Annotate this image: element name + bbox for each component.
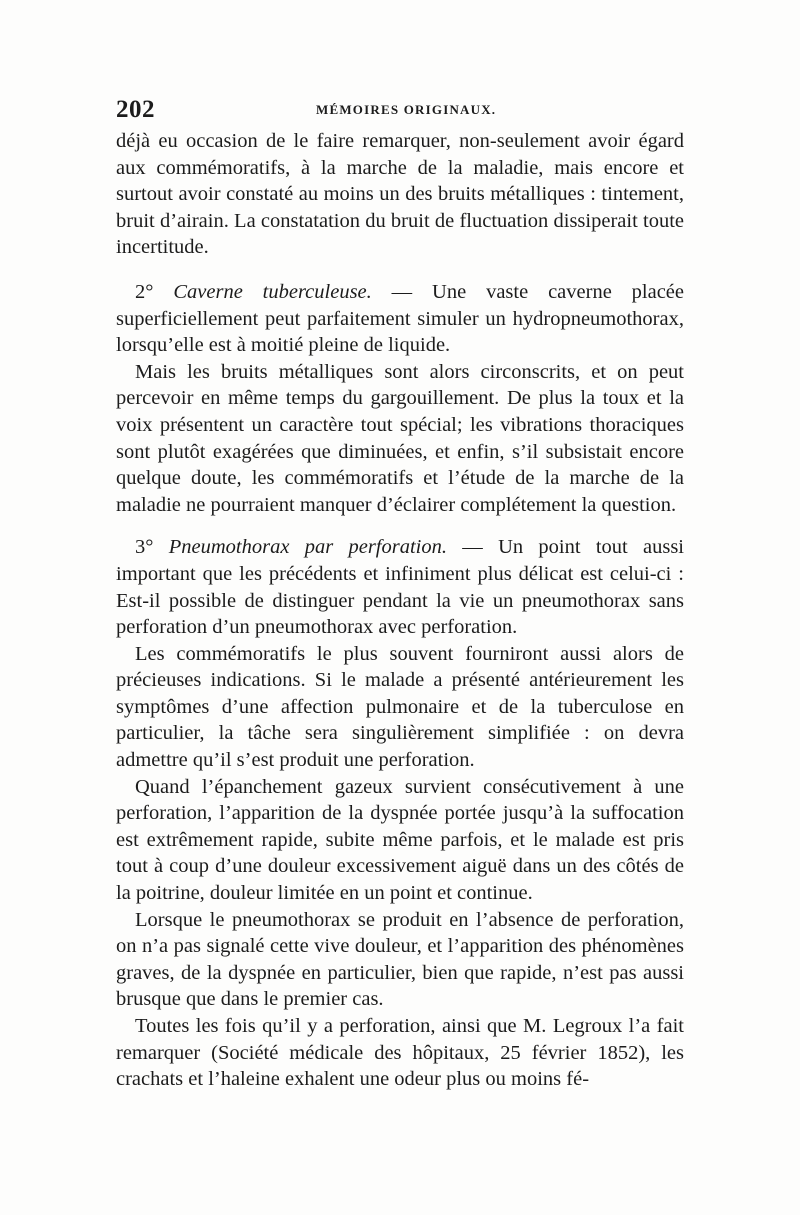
paragraph: Toutes les fois qu’il y a perforation, ainsi que M. Legroux l’a fait remarquer (Société médicale des hôpitaux, 25 février 1852), les crachats et l’haleine exhalent une odeur plus ou moins fé- — [116, 1015, 684, 1091]
section-text: — Un point tout aussi important que les précédents et infiniment plus délicat est celui-ci : Est-il possible de distinguer pendant la vie un pneumothorax sans perforation d’un pneumothorax avec perforation. — [116, 536, 684, 639]
section-caverne-tuberculeuse — [116, 279, 684, 359]
section-title: Pneumothorax par perforation. — [168, 536, 447, 559]
paragraph: Lorsque le pneumothorax se produit en l’absence de perforation, on n’a pas signalé cette vive douleur, et l’apparition des phénomènes graves, de la dyspnée en particulier, bien que rapide, n’est pas aussi brusque que dans le premier cas. — [116, 908, 684, 1011]
page-header — [116, 96, 684, 126]
paragraph: Mais les bruits métalliques sont alors circonscrits, et on peut percevoir en même temps du gargouillement. De plus la toux et la voix présentent un caractère tout spécial; les vibrations thoraciques sont plutôt exagérées que diminuées, et enfin, s’il subsistait encore quelque doute, les commémoratifs et l’étude de la marche de la maladie ne pourraient manquer d’éclairer complétement la question. — [116, 360, 684, 516]
paragraph-continued: déjà eu occasion de le faire remarquer, non-seulement avoir égard aux commémoratifs, à la marche de la maladie, mais encore et surtout avoir constaté au moins un des bruits métalliques : tintement, bruit d’airain. La constatation du bruit de fluctuation dissiperait toute incertitude. — [116, 130, 684, 259]
section-pneumothorax-par-perforation — [116, 534, 684, 640]
page-number: 202 — [116, 96, 155, 123]
paragraph: Quand l’épanchement gazeux survient consécutivement à une perforation, l’apparition de la dyspnée portée jusqu’à la suffocation est extrêmement rapide, subite même parfois, et le malade est pris tout à coup d’une douleur excessivement aiguë dans un des côtés de la poitrine, douleur limitée en un point et continue. — [116, 775, 684, 905]
section-number: 3° — [135, 536, 154, 559]
body-text — [116, 128, 684, 1093]
running-title: MÉMOIRES ORIGINAUX. — [316, 102, 497, 117]
section-text: — Une vaste caverne placée superficiellement peut parfaitement simuler un hydropneumothorax, lorsqu’elle est à moitié pleine de liquide. — [116, 280, 685, 357]
paragraph: Les commémoratifs le plus souvent fourniront aussi alors de précieuses indications. Si le malade a présenté antérieurement les symptômes d’une affection pulmonaire et de la tuberculose en particulier, la tâche sera singulièrement simplifiée : on devra admettre qu’il s’est produit une perforation. — [116, 642, 684, 772]
section-number: 2° — [135, 280, 154, 303]
section-title: Caverne tuberculeuse. — [173, 280, 372, 303]
